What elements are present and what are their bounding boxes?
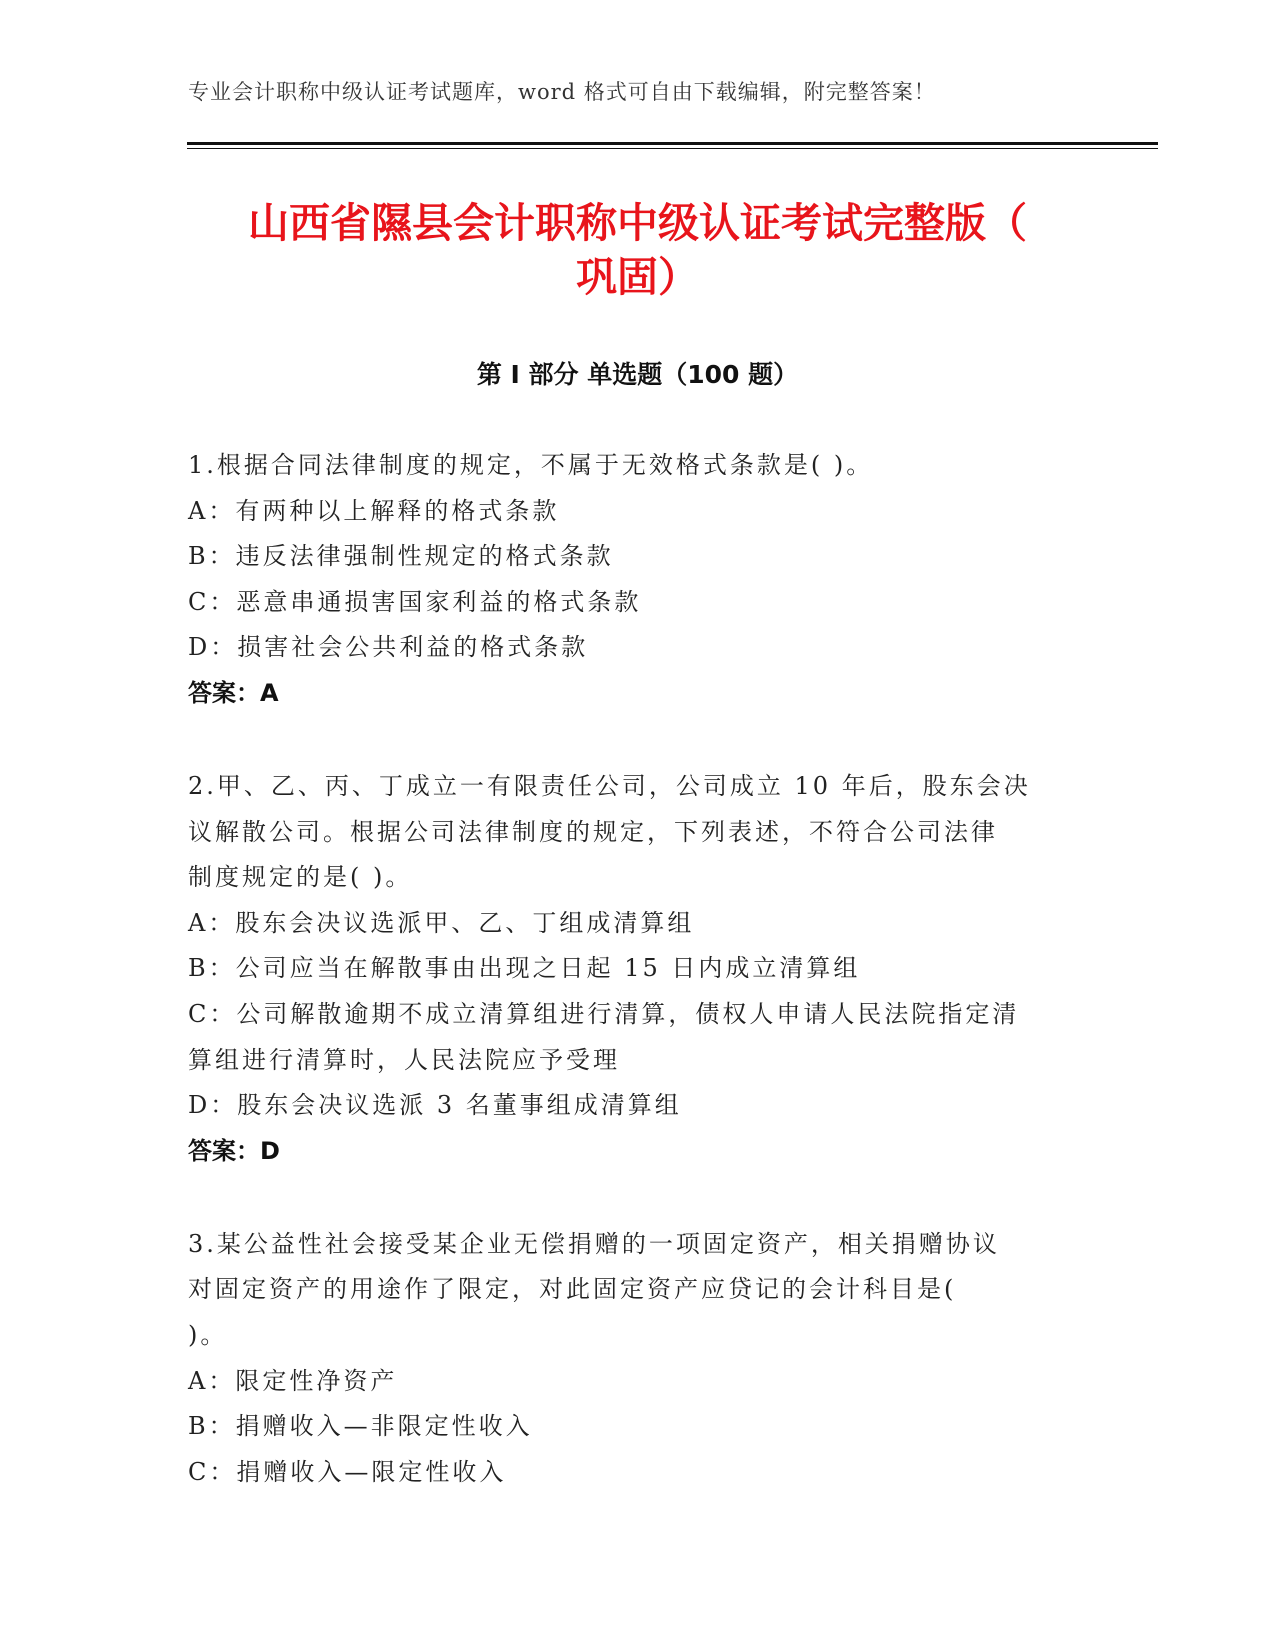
question-option: 算组进行清算时，人民法院应予受理: [188, 1045, 620, 1074]
header-note: 专业会计职称中级认证考试题库，word 格式可自由下载编辑，附完整答案！: [188, 80, 936, 104]
question-list: [188, 443, 1083, 1543]
question-stem: 1.根据合同法律制度的规定，不属于无效格式条款是( )。: [188, 451, 874, 479]
question-option: C：恶意串通损害国家利益的格式条款: [188, 587, 642, 616]
document-title: [160, 196, 1115, 304]
question-stem: 议解散公司。根据公司法律制度的规定，下列表述，不符合公司法律: [188, 817, 998, 846]
question-stem: 制度规定的是( )。: [188, 863, 413, 892]
answer-label: 答案：D: [188, 1136, 280, 1165]
question-option: B：捐赠收入—非限定性收入: [188, 1412, 533, 1441]
question-option: A：限定性净资产: [188, 1366, 398, 1395]
question-item: [188, 764, 1083, 1174]
question-option: D：股东会决议选派 3 名董事组成清算组: [188, 1091, 682, 1120]
answer-label: 答案：A: [188, 678, 279, 707]
question-option: C：公司解散逾期不成立清算组进行清算，债权人申请人民法院指定清: [188, 999, 1020, 1028]
question-stem: 3.某公益性社会接受某企业无偿捐赠的一项固定资产，相关捐赠协议: [188, 1229, 1000, 1258]
question-option: C：捐赠收入—限定性收入: [188, 1457, 507, 1486]
title-line: 山西省隰县会计职称中级认证考试完整版（: [248, 199, 1027, 247]
question-option: D：损害社会公共利益的格式条款: [188, 633, 589, 662]
question-option: A：有两种以上解释的格式条款: [188, 496, 560, 525]
question-item: [188, 443, 1083, 716]
header-rule: [187, 142, 1158, 145]
question-option: B：违反法律强制性规定的格式条款: [188, 542, 614, 571]
question-option: B：公司应当在解散事由出现之日起 15 日内成立清算组: [188, 954, 861, 983]
header-rule-thin: [187, 148, 1158, 149]
question-stem: )。: [188, 1320, 228, 1349]
question-stem: 对固定资产的用途作了限定，对此固定资产应贷记的会计科目是(: [188, 1275, 957, 1304]
question-item: [188, 1222, 1083, 1496]
question-option: A：股东会决议选派甲、乙、丁组成清算组: [188, 908, 695, 937]
title-line: 巩固）: [576, 253, 699, 301]
question-stem: 2.甲、乙、丙、丁成立一有限责任公司，公司成立 10 年后，股东会决: [188, 771, 1031, 800]
section-title: 第 I 部分 单选题（100 题）: [476, 360, 799, 389]
